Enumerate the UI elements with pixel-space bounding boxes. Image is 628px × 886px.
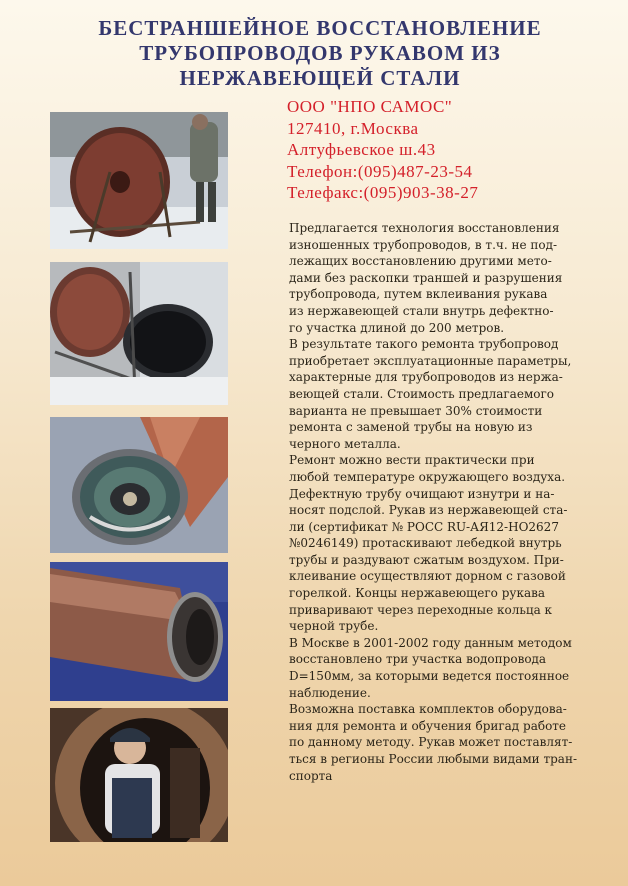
text-line: ться в регионы России любыми видами тран- — [289, 752, 578, 766]
text-line: ли (сертификат № РОСС RU-АЯ12-НО2627 — [289, 519, 559, 534]
text-line: лежащих восстановлению другими мето- — [289, 254, 552, 269]
text-line: Возможна поставка комплектов оборудова- — [289, 702, 567, 717]
text-line: изношенных трубопроводов, в т.ч. не под- — [289, 237, 558, 252]
text-line: дами без раскопки траншей и разрушения — [289, 270, 563, 285]
worker-in-pipe-photo — [50, 708, 228, 842]
text-line: клеивание осуществляют дорном с газовой — [289, 569, 566, 584]
company-postal: 127410, г.Москва — [287, 118, 419, 138]
body-text — [289, 220, 605, 784]
title-line: ТРУБОПРОВОДОВ РУКАВОМ ИЗ — [139, 41, 501, 65]
company-phone: Телефон:(095)487-23-54 — [287, 161, 473, 181]
text-line: ремонта с заменой трубы на новую из — [289, 420, 533, 435]
text-line: №0246149) протаскивают лебедкой внутрь — [289, 536, 562, 551]
drum-winch-photo — [50, 112, 228, 249]
text-line: варианта не превышает 30% стоимости — [289, 403, 543, 418]
text-line: из нержавеющей стали внутрь дефектно- — [289, 303, 554, 318]
text-line: носят подслой. Рукав из нержавеющей ста- — [289, 503, 568, 518]
company-address: Алтуфьевское ш.43 — [287, 140, 436, 159]
text-line: горелкой. Концы нержавеющего рукава — [289, 586, 546, 601]
text-line: наблюдение. — [289, 685, 371, 700]
text-line: трубопровода, путем вклеивания рукава — [289, 287, 548, 302]
text-line: любой температуре окружающего воздуха. — [289, 469, 566, 484]
text-line: черного металла. — [289, 436, 401, 451]
paragraph-result — [289, 336, 605, 452]
text-line: черной трубе. — [289, 619, 379, 634]
text-line: Предлагается технология восстановления — [289, 221, 560, 235]
text-line: ния для ремонта и обучения бригад работе — [289, 718, 567, 733]
text-line: характерные для трубопроводов из нержа- — [289, 370, 563, 385]
text-line: приваривают через переходные кольца к — [289, 602, 553, 617]
document-title — [60, 16, 580, 91]
text-line: восстановлено три участка водопровода — [289, 652, 547, 667]
text-line: го участка длиной до 200 метров. — [289, 320, 505, 335]
text-line: Ремонт можно вести практически при — [289, 453, 535, 468]
text-line: D=150мм, за которыми ведется постоянное — [289, 669, 570, 684]
paragraph-moscow — [289, 635, 605, 701]
text-line: спорта — [289, 768, 333, 783]
text-line: по данному методу. Рукав может поставлят- — [289, 735, 573, 750]
manhole-photo — [50, 262, 228, 405]
text-line: веющей стали. Стоимость предлагаемого — [289, 386, 555, 401]
text-line: приобретает эксплуатационные параметры, — [289, 353, 572, 368]
company-fax: Телефакс:(095)903-38-27 — [287, 183, 479, 202]
company-name: ООО "НПО САМОС" — [287, 97, 453, 116]
paragraph-technology — [289, 220, 605, 336]
title-line: БЕСТРАНШЕЙНОЕ ВОССТАНОВЛЕНИЕ — [98, 16, 542, 40]
paragraph-supply — [289, 701, 605, 784]
pipe-sleeve-closeup-photo — [50, 417, 228, 553]
text-line: В результате такого ремонта трубопровод — [289, 337, 559, 352]
paragraph-repair — [289, 452, 605, 635]
pipe-blue-background-photo — [50, 562, 228, 701]
title-line: НЕРЖАВЕЮЩЕЙ СТАЛИ — [179, 66, 461, 90]
company-contacts — [287, 96, 478, 204]
text-line: Дефектную трубу очищают изнутри и на- — [289, 486, 555, 501]
text-line: трубы и раздувают сжатым воздухом. При- — [289, 552, 564, 567]
text-line: В Москве в 2001-2002 году данным методом — [289, 635, 572, 650]
